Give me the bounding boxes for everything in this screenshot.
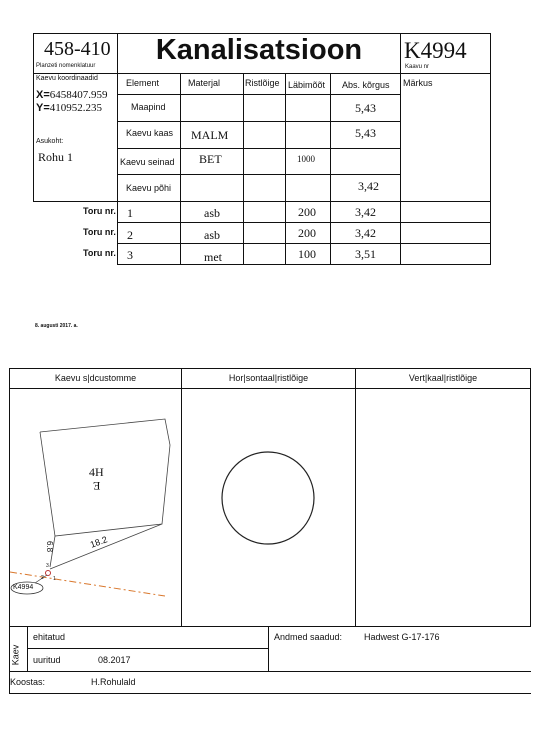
pipe-label: Toru nr. (83, 248, 116, 258)
row-height: 3,42 (358, 179, 379, 193)
source-value: Hadwest G-17-176 (364, 632, 440, 642)
location-value: Rohu 1 (38, 150, 74, 164)
col-height: Abs. kõrgus (342, 80, 390, 90)
coords-caption: Kaevu koordinaadid (36, 75, 98, 82)
dimension-label: 6.8 (45, 540, 55, 553)
surveyed-value: 08.2017 (98, 655, 131, 665)
pipe-diameter: 200 (298, 205, 316, 219)
pipe-material: asb (204, 206, 220, 220)
pipe-height: 3,42 (355, 205, 376, 219)
pipe-height: 3,51 (355, 247, 376, 261)
building-outline (40, 419, 170, 536)
well-marker (46, 571, 51, 576)
dimension-label: 18.2 (88, 534, 109, 550)
footer-side-label: Kaev (10, 644, 21, 666)
pipe-num-label: 1 (53, 576, 56, 582)
horizontal-section-circle (182, 389, 355, 625)
dimension-line-b (50, 524, 162, 569)
pipe-num-label: 2 (41, 575, 44, 581)
row-diameter: 1000 (297, 154, 315, 164)
sheet-caption: Planzeti nomenklatuur (36, 63, 96, 69)
coord-x (36, 89, 108, 101)
built-label: ehitatud (33, 632, 66, 642)
well-caption: Kaavu nr (405, 64, 430, 70)
drawing-col-horizontal: Hor|sontaal|ristlõige (228, 373, 309, 383)
pipe-num-label: 3 (46, 563, 49, 569)
pipe-height: 3,42 (355, 226, 376, 240)
col-element: Element (126, 78, 160, 88)
drawing-col-vertical: Vert|kaal|ristlõige (408, 373, 478, 383)
pipe-material: met (204, 250, 222, 264)
coord-y-label: Y= (36, 102, 50, 114)
pipe-diameter: 200 (298, 226, 316, 240)
pipe-line (10, 572, 165, 596)
author-value: H.Rohulald (91, 677, 136, 687)
pipe-label: Toru nr. (83, 206, 116, 216)
row-element: Maapind (131, 102, 166, 112)
building-label: 4H (89, 465, 104, 479)
row-element: Kaevu kaas (126, 128, 174, 138)
site-plan-sketch (10, 389, 181, 625)
well-tag: K4994 (13, 584, 34, 591)
location-caption: Asukoht: (36, 138, 64, 145)
row-height: 5,43 (355, 126, 376, 140)
source-label: Andmed saadud: (274, 632, 343, 642)
pipe-diameter: 100 (298, 247, 316, 261)
date-note: 8. augusti 2017. a. (35, 323, 78, 329)
drawing-col-site: Kaevu s|dcustomme (54, 373, 137, 383)
pipe-material: asb (204, 228, 220, 242)
col-diameter: Läbimõõt (288, 80, 326, 90)
row-material: MALM (191, 128, 229, 142)
row-element: Kaevu põhi (126, 183, 172, 193)
col-material: Materjal (188, 78, 221, 88)
row-material: BET (199, 152, 222, 166)
surveyed-label: uuritud (33, 655, 61, 665)
page-title: Kanalisatsioon (155, 34, 363, 66)
coord-y-value: 410952.235 (49, 102, 103, 114)
pipe-num: 2 (127, 228, 133, 242)
pipe-label: Toru nr. (83, 227, 116, 237)
col-note: Märkus (403, 78, 433, 88)
row-element: Kaevu seinad (120, 157, 175, 167)
building-sub: E (93, 479, 101, 493)
pipe-num: 1 (127, 206, 133, 220)
coord-y (36, 102, 102, 114)
row-height: 5,43 (355, 101, 376, 115)
sheet-number: 458-410 (44, 38, 111, 60)
coord-x-value: 6458407.959 (49, 89, 108, 101)
col-section: Ristlõige (245, 78, 280, 88)
well-number: K4994 (404, 38, 467, 63)
coord-x-label: X= (36, 89, 50, 101)
pipe-num: 3 (127, 248, 133, 262)
author-label: Koostas: (10, 677, 46, 687)
